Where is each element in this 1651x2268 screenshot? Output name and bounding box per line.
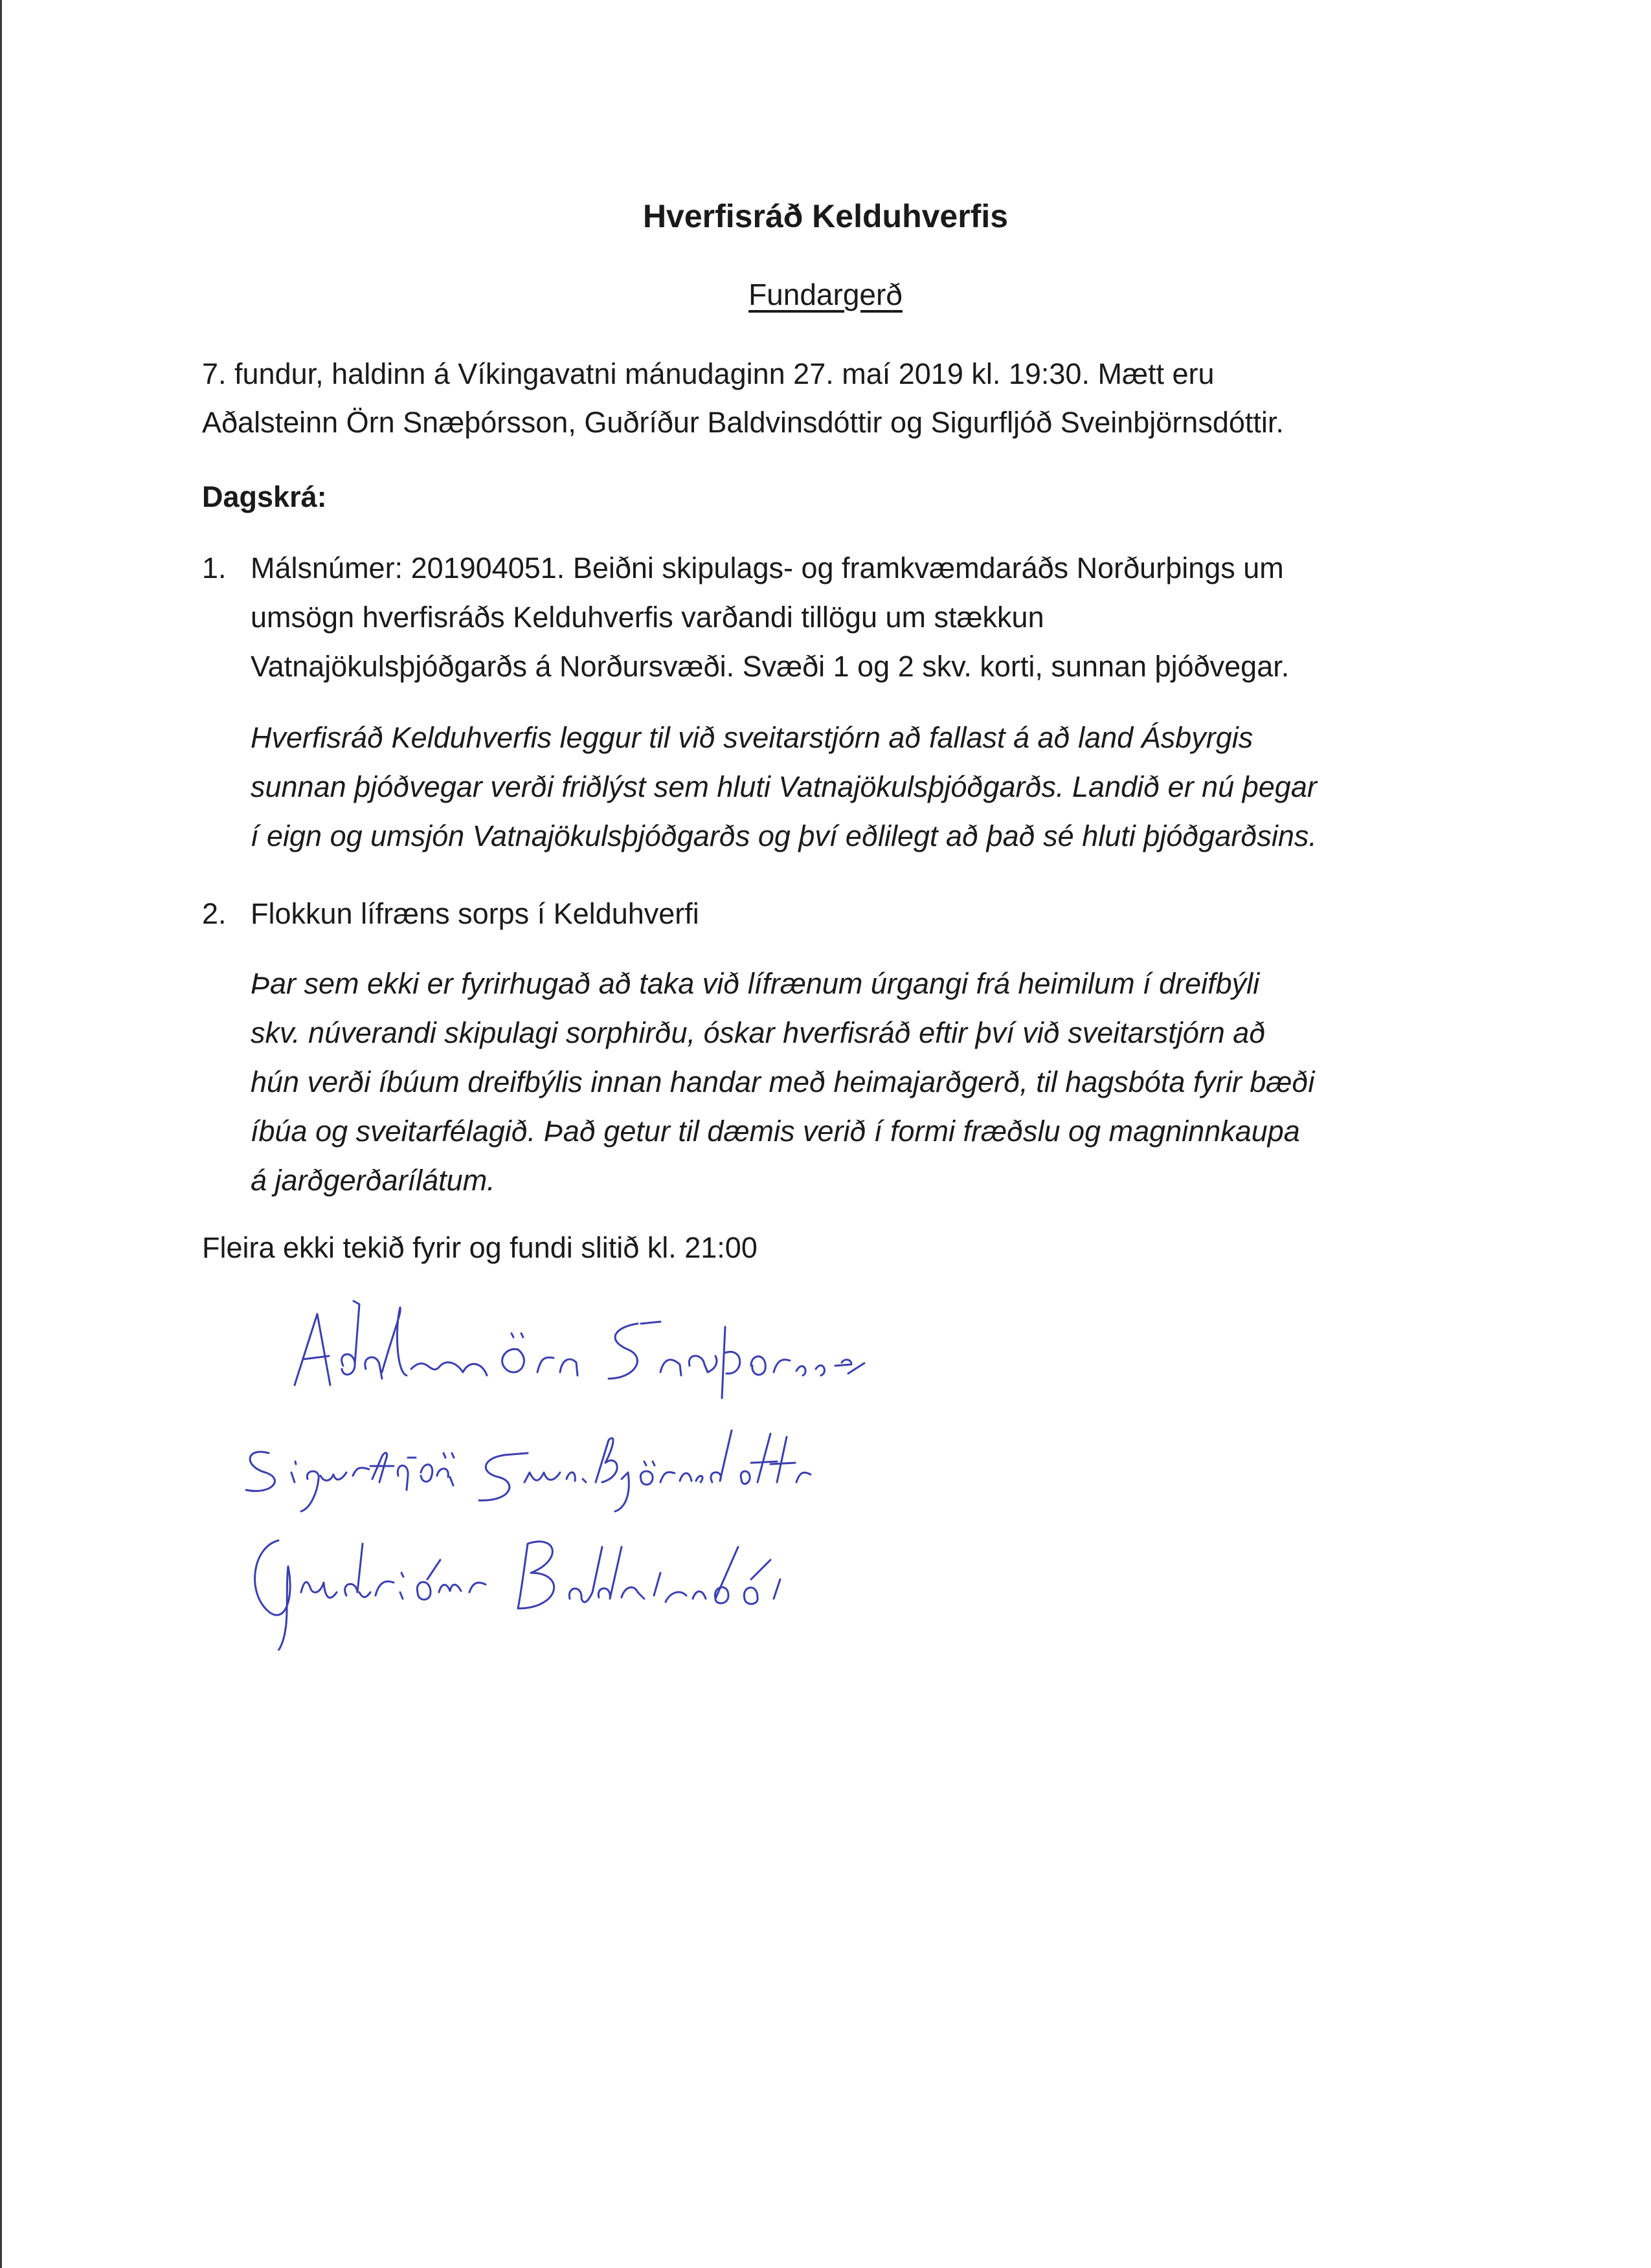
agenda-item-number: 1. (202, 551, 227, 584)
agenda-item-line: Málsnúmer: 201904051. Beiðni skipulags- og framkvæmdaráðs Norðurþings um (251, 551, 1284, 584)
agenda-heading: Dagskrá: (202, 480, 327, 513)
resolution-line: Hverfisráð Kelduhverfis leggur til við sveitarstjórn að fallast á að land Ásbyrgis (251, 721, 1253, 754)
resolution-line: sunnan þjóðvegar verði friðlýst sem hluti Vatnajökulsþjóðgarðs. Landið er nú þegar (251, 770, 1317, 803)
resolution-line: hún verði íbúum dreifbýlis innan handar með heimajarðgerð, til hagsbóta fyrir bæði (251, 1065, 1315, 1098)
agenda-item-number: 2. (202, 897, 227, 930)
intro-line: 7. fundur, haldinn á Víkingavatni mánudaginn 27. maí 2019 kl. 19:30. Mætt eru (202, 357, 1215, 390)
scan-edge-line (0, 0, 2, 2268)
signature-gudridur (255, 1540, 780, 1651)
handwritten-signatures (233, 1288, 1010, 1651)
agenda-item-line: umsögn hverfisráðs Kelduhverfis varðandi tillögu um stækkun (251, 601, 1044, 634)
intro-line: Aðalsteinn Örn Snæþórsson, Guðríður Baldvinsdóttir og Sigurfljóð Sveinbjörnsdóttir. (202, 406, 1284, 439)
resolution-line: á jarðgerðarílátum. (251, 1164, 495, 1197)
resolution-line: skv. núverandi skipulagi sorphirðu, óskar hverfisráð eftir því við sveitarstjórn að (251, 1016, 1266, 1049)
agenda-item-text (251, 889, 1481, 939)
subtitle-text: Fundargerð (748, 278, 903, 311)
signature-adalsteinn (295, 1301, 864, 1398)
intro-paragraph (202, 350, 1471, 447)
resolution-line: í eign og umsjón Vatnajökulsþjóðgarðs og því eðlilegt að það sé hluti þjóðgarðsins. (251, 819, 1317, 852)
resolution-line: íbúa og sveitarfélagið. Það getur til dæmis verið í formi fræðslu og magninnkaupa (251, 1115, 1300, 1148)
agenda-item-2-resolution (251, 959, 1481, 1205)
signature-sigurfljod (246, 1430, 811, 1511)
agenda-item-line: Flokkun lífræns sorps í Kelduhverfi (251, 897, 699, 930)
document-title: Hverfisráð Kelduhverfis (642, 198, 1009, 234)
document-subtitle (0, 277, 1651, 312)
resolution-line: Þar sem ekki er fyrirhugað að taka við lífrænum úrgangi frá heimilum í dreifbýli (251, 967, 1260, 1000)
closing-line: Fleira ekki tekið fyrir og fundi slitið kl. 21:00 (202, 1231, 758, 1264)
agenda-item-line: Vatnajökulsþjóðgarðs á Norðursvæði. Svæði 1 og 2 skv. korti, sunnan þjóðvegar. (251, 650, 1290, 683)
agenda-item-1-resolution (251, 713, 1481, 861)
signature-strokes (246, 1301, 864, 1651)
agenda-item-text (251, 544, 1481, 691)
